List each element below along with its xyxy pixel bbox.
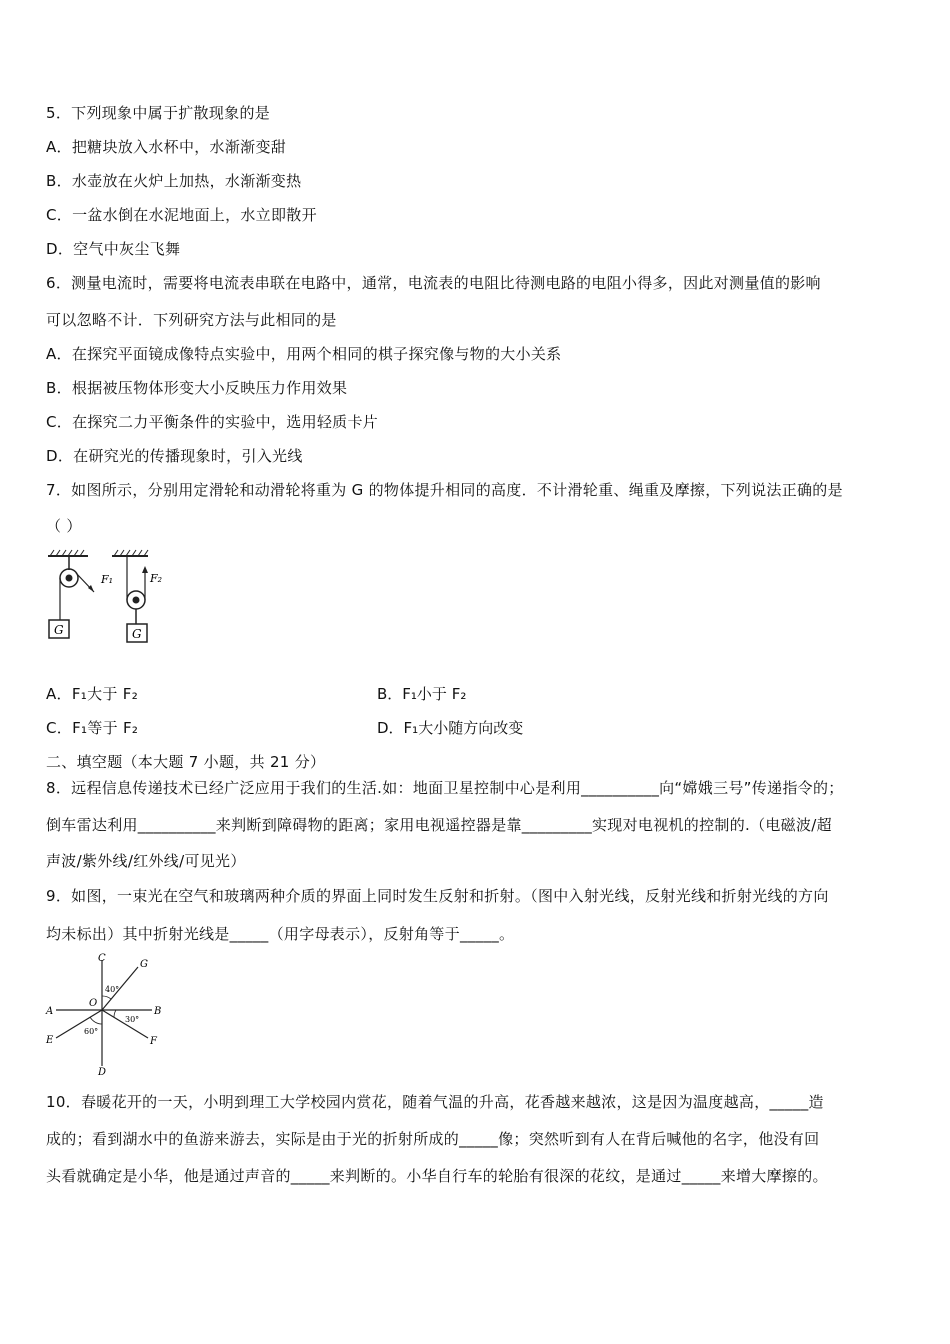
angle-label-60: 60°	[84, 1027, 99, 1036]
q5-option-d: D．空气中灰尘飞舞	[46, 240, 181, 258]
q8-line1: 8．远程信息传递技术已经广泛应用于我们的生活.如：地面卫星控制中心是利用__________向“嫦娥三号”传递指令的；	[46, 779, 844, 797]
q6-option-c: C．在探究二力平衡条件的实验中，选用轻质卡片	[46, 413, 379, 431]
q6-option-b: B．根据被压物体形变大小反映压力作用效果	[46, 379, 348, 397]
q6-option-d: D．在研究光的传播现象时，引入光线	[46, 447, 303, 465]
q7-option-d: D．F₁大小随方向改变	[377, 719, 524, 737]
point-label-o: O	[89, 998, 98, 1009]
q9-line1: 9．如图，一束光在空气和玻璃两种介质的界面上同时发生反射和折射。（图中入射光线，反射光线和折射光线的方向	[46, 887, 829, 905]
q10-line3: 头看就确定是小华，他是通过声音的_____来判断的。小华自行车的轮胎有很深的花纹，是通过_____来增大摩擦的。	[46, 1167, 828, 1185]
ray-label-g: G	[140, 959, 148, 970]
light-refraction-figure	[44, 952, 168, 1076]
ray-label-e: E	[46, 1035, 54, 1046]
q7-stem-line2: （ ）	[46, 517, 82, 535]
q5-stem: 5．下列现象中属于扩散现象的是	[46, 104, 271, 122]
pulley-f1-label: F₁	[101, 573, 114, 586]
pulley-right-weight-label: G	[132, 627, 142, 641]
q7-option-a: A．F₁大于 F₂	[46, 685, 139, 703]
q6-stem-line2: 可以忽略不计．下列研究方法与此相同的是	[46, 311, 337, 329]
pulley-left-weight-label: G	[54, 623, 64, 637]
q7-stem-line1: 7．如图所示，分别用定滑轮和动滑轮将重为 G 的物体提升相同的高度．不计滑轮重、绳重及摩擦，下列说法正确的是	[46, 481, 843, 499]
q10-line1: 10．春暖花开的一天，小明到理工大学校园内赏花，随着气温的升高，花香越来越浓，这是因为温度越高，_____造	[46, 1093, 824, 1111]
ray-label-f: F	[150, 1036, 157, 1047]
q6-option-a: A．在探究平面镜成像特点实验中，用两个相同的棋子探究像与物的大小关系	[46, 345, 562, 363]
q10-line2: 成的；看到湖水中的鱼游来游去，实际是由于光的折射所成的_____像；突然听到有人在背后喊他的名字，他没有回	[46, 1130, 820, 1148]
q7-option-c: C．F₁等于 F₂	[46, 719, 139, 737]
ray-label-a: A	[46, 1006, 54, 1017]
q8-line3: 声波/紫外线/红外线/可见光）	[46, 852, 246, 870]
q7-option-b: B．F₁小于 F₂	[377, 685, 467, 703]
ray-label-b: B	[154, 1006, 162, 1017]
q8-line2: 倒车雷达利用__________来判断到障碍物的距离；家用电视遥控器是靠_________实现对电视机的控制的.（电磁波/超	[46, 816, 832, 834]
q6-stem-line1: 6．测量电流时，需要将电流表串联在电路中，通常，电流表的电阻比待测电路的电阻小得多，因此对测量值的影响	[46, 274, 821, 292]
pulley-f2-label: F₂	[150, 572, 163, 585]
q5-option-a: A．把糖块放入水杯中，水渐渐变甜	[46, 138, 287, 156]
angle-label-40: 40°	[105, 985, 120, 994]
pulley-figure	[44, 548, 176, 648]
section-heading-fill-blank: 二、填空题（本大题 7 小题，共 21 分）	[46, 753, 326, 771]
ray-label-d: D	[98, 1067, 107, 1076]
q9-line2: 均未标出）其中折射光线是_____（用字母表示），反射角等于_____。	[46, 925, 515, 943]
ray-label-c: C	[98, 953, 106, 964]
q5-option-b: B．水壶放在火炉上加热，水渐渐变热	[46, 172, 302, 190]
angle-label-30: 30°	[125, 1015, 140, 1024]
q5-option-c: C．一盆水倒在水泥地面上，水立即散开	[46, 206, 317, 224]
